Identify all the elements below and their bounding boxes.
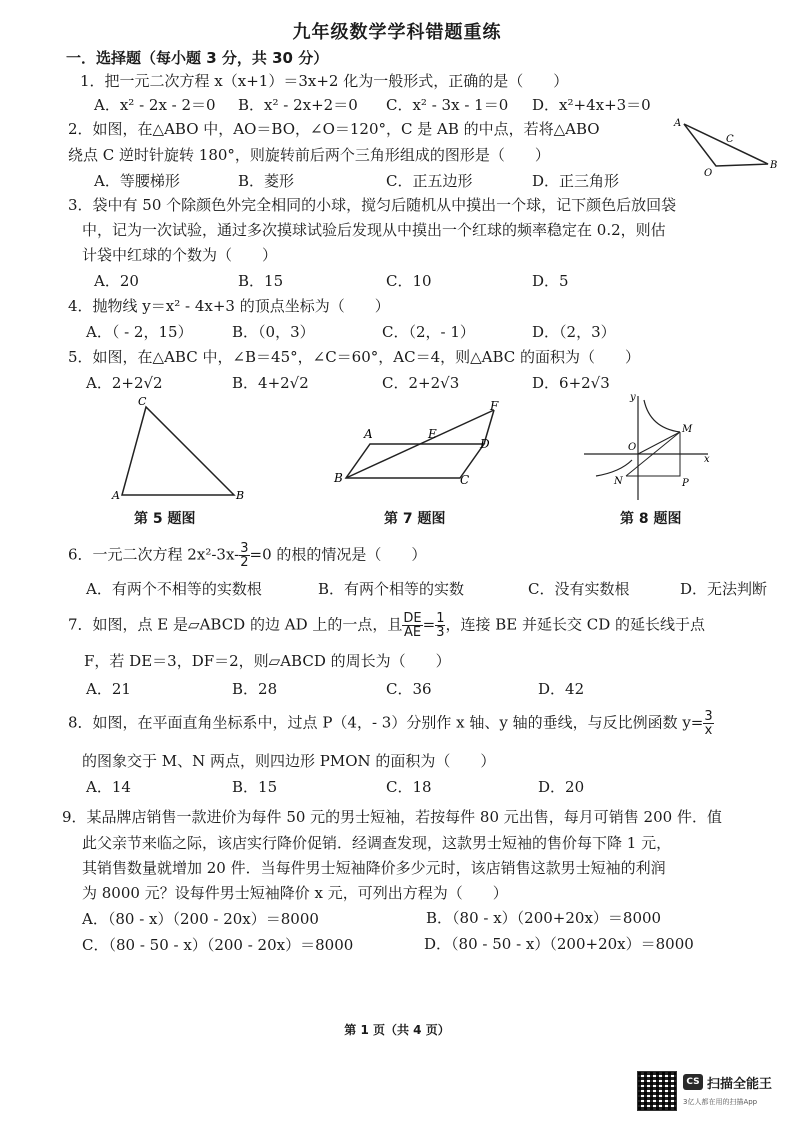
q7-option-a: A．21 [86,680,131,698]
fig7-label-d: D [480,437,490,451]
q7-frac2-num: 1 [436,611,445,626]
q6-frac-den: 2 [240,555,249,570]
q6-stem [68,542,426,569]
hyperbola-branch-2 [596,460,632,476]
q4-option-b: B．（0，3） [232,323,315,341]
fig7-label-f: F [490,399,499,413]
q8-stem-pre: 8．如图，在平面直角坐标系中，过点 P（4，- 3）分别作 x 轴、y 轴的垂线，与反比例函数 y= [68,713,704,732]
q7-frac-num: DE [403,611,422,626]
q8-stem-1 [68,710,714,737]
q6-frac-num: 3 [240,541,249,556]
q1-option-a: A．x² - 2x - 2＝0 [94,96,216,114]
q2-triangle-figure [672,114,782,180]
q9-stem-4: 为 8000 元？设每件男士短袖降价 x 元，可列出方程为（ ） [82,884,508,902]
fig8-caption: 第 8 题图 [620,511,682,527]
hyperbola-branch-1 [644,400,680,432]
q8-fraction [703,710,713,737]
scanner-app-name: 扫描全能王 [707,1077,773,1092]
q9-stem-3: 其销售数量就增加 20 件．当每件男士短袖降价多少元时，该店销售这款男士短袖的利润 [82,859,666,877]
q7-frac2-den: 3 [436,625,445,640]
q8-option-a: A．14 [86,778,131,796]
fig5-label-c: C [138,395,147,408]
fig5-caption: 第 5 题图 [134,511,196,527]
fig8-label-m: M [682,424,693,435]
q6-option-c: C．没有实数根 [528,580,630,598]
q9-option-d: D．（80 - 50 - x）（200+20x）＝8000 [424,935,694,953]
fig7-label-e: E [428,427,437,441]
section-heading: 一．选择题（每小题 3 分，共 30 分） [66,49,329,67]
q2-option-d: D．正三角形 [532,172,620,190]
q6-option-b: B．有两个相等的实数 [318,580,465,598]
q6-stem-post: =0 的根的情况是（ ） [249,545,427,564]
q6-option-a: A．有两个不相等的实数根 [86,580,262,598]
q1-stem: 1．把一元二次方程 x（x+1）＝3x+2 化为一般形式，正确的是（ ） [80,72,569,90]
label-c: C [726,134,734,145]
q3-stem-3: 计袋中红球的个数为（ ） [82,246,278,264]
fig8-label-x: x [704,454,710,465]
label-o: O [704,168,713,179]
fig7-label-a: A [364,427,373,441]
q8-option-b: B．15 [232,778,278,796]
q4-option-c: C．（2，- 1） [382,323,475,341]
q8-frac-num: 3 [704,709,713,724]
q4-stem: 4．抛物线 y＝x² - 4x+3 的顶点坐标为（ ） [68,297,390,315]
q9-option-a: A．（80 - x）（200 - 20x）＝8000 [82,910,319,928]
q7-stem-2: F，若 DE＝3，DF＝2，则▱ABCD 的周长为（ ） [84,652,451,670]
label-a: A [674,118,682,129]
q6-stem-pre: 6．一元二次方程 2x²-3x- [68,545,240,564]
fig8-label-o: O [628,442,637,453]
fig5-triangle [108,395,248,507]
fig5-label-b: B [236,489,245,502]
q2-stem-2: 绕点 C 逆时针旋转 180°，则旋转前后两个三角形组成的图形是（ ） [68,146,550,164]
q3-option-b: B．15 [238,272,284,290]
q9-option-c: C．（80 - 50 - x）（200 - 20x）＝8000 [82,936,354,954]
q8-stem-2: 的图象交于 M、N 两点，则四边形 PMON 的面积为（ ） [82,752,496,770]
camscanner-logo-icon: CS [683,1074,703,1090]
q5-option-b: B．4+2√2 [232,374,309,392]
q1-option-c: C．x² - 3x - 1＝0 [386,96,509,114]
q7-stem-pre: 7．如图，点 E 是▱ABCD 的边 AD 上的一点，且 [68,615,403,634]
q2-option-a: A．等腰梯形 [94,172,180,190]
q7-fraction-2 [435,612,445,639]
triangle-abo-shape [684,124,768,166]
fig8-label-p: P [682,478,689,489]
line-om [638,432,680,454]
q3-stem-1: 3．袋中有 50 个除颜色外完全相同的小球，搅匀后随机从中摸出一个球，记下颜色后放回袋 [68,196,677,214]
q7-option-d: D．42 [538,680,585,698]
q7-option-c: C．36 [386,680,432,698]
q4-option-d: D．（2，3） [532,323,616,341]
q9-option-b: B．（80 - x）（200+20x）＝8000 [426,909,662,927]
q8-frac-den: x [704,723,713,738]
page-title: 九年级数学学科错题重练 [292,22,502,43]
scanner-app-tagline: 3亿人都在用的扫描App [683,1098,758,1106]
q6-option-d: D．无法判断 [680,580,768,598]
q4-option-a: A．（ - 2，15） [86,323,193,341]
q7-fraction-1 [402,612,422,639]
fig5-label-a: A [112,489,120,502]
q7-frac-den: AE [403,625,422,640]
q6-fraction [239,542,249,569]
q5-option-d: D．6+2√3 [532,374,610,392]
q3-option-d: D．5 [532,272,569,290]
q5-option-c: C．2+2√3 [382,374,460,392]
q2-option-b: B．菱形 [238,172,295,190]
q8-option-c: C．18 [386,778,432,796]
label-b: B [770,160,778,171]
q5-option-a: A．2+2√2 [86,374,163,392]
q7-option-b: B．28 [232,680,278,698]
q1-option-d: D．x²+4x+3＝0 [532,96,651,114]
q5-stem: 5．如图，在△ABC 中，∠B＝45°，∠C＝60°，AC＝4，则△ABC 的面积为（ ） [68,348,641,366]
fig7-label-c: C [460,473,470,487]
fig7-parallelogram [330,398,510,492]
triangle-abc-shape [122,407,234,495]
q3-stem-2: 中，记为一次试验，通过多次摸球试验后发现从中摸出一个红球的频率稳定在 0.2，则估 [82,221,666,239]
q8-option-d: D．20 [538,778,585,796]
fig8-label-y: y [630,392,636,403]
q9-stem-1: 9．某品牌店销售一款进价为每件 50 元的男士短袖，若按每件 80 元出售，每月可销售 200 件．值 [62,808,722,826]
q3-option-a: A．20 [94,272,139,290]
q2-option-c: C．正五边形 [386,172,473,190]
fig8-coordinate-plane [580,390,714,502]
fig7-label-b: B [334,471,343,485]
q3-option-c: C．10 [386,272,432,290]
fig8-label-n: N [614,476,623,487]
fig7-caption: 第 7 题图 [384,511,446,527]
q9-stem-2: 此父亲节来临之际，该店实行降价促销．经调查发现，这款男士短袖的售价每下降 1 元， [82,834,672,852]
q7-stem-1 [68,612,705,639]
q2-stem-1: 2．如图，在△ABO 中，AO＝BO，∠O＝120°，C 是 AB 的中点，若将△ABO [68,120,600,138]
q7-stem-post: ，连接 BE 并延长交 CD 的延长线于点 [445,615,706,634]
q1-option-b: B．x² - 2x+2＝0 [238,96,358,114]
q7-eq: = [422,615,436,634]
qr-code-icon [637,1071,677,1111]
page-footer: 第 1 页（共 4 页） [344,1023,450,1037]
